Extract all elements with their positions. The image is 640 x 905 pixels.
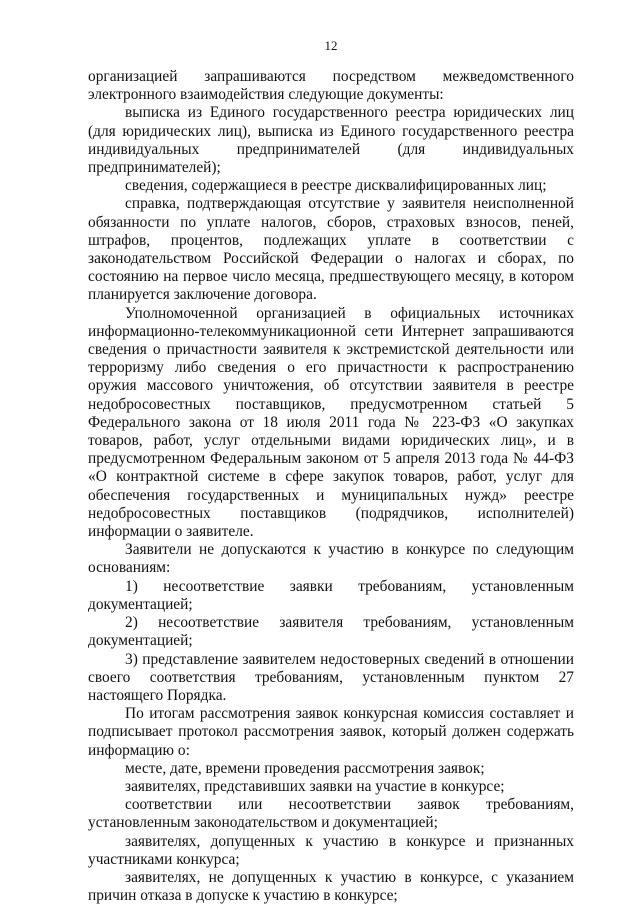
list-item-ground-2: 2) несоответствие заявителя требованиям, установленным документацией; (88, 614, 574, 650)
list-item-ground-1: 1) несоответствие заявки требованиям, установленным документацией; (88, 577, 574, 613)
list-item-protocol-place-date: месте, дате, времени проведения рассмотрения заявок; (125, 759, 485, 777)
paragraph-protocol: По итогам рассмотрения заявок конкурсная комиссия составляет и подписывает протокол рассмотрения заявок, который должен содержать информацию о: (88, 705, 574, 759)
list-item-ground-3: 3) представление заявителем недостоверных сведений в отношении своего соответствия требованиям, установленным пунктом 27 настоящего Порядка. (88, 650, 574, 704)
paragraph-continuation: организацией запрашиваются посредством межведомственного электронного взаимодействия следующие документы: (88, 68, 574, 104)
list-item-protocol-admitted: заявителях, допущенных к участию в конкурсе и признанных участниками конкурса; (88, 832, 574, 868)
list-item-protocol-not-admitted: заявителях, не допущенных к участию в конкурсе, с указанием причин отказа в допуске к участию в конкурсе; (88, 868, 574, 905)
paragraph-internet-sources: Уполномоченной организацией в официальных источниках информационно-телекоммуникационной сети Интернет запрашиваются сведения о причастности заявителя к экстремистской деятельности или терроризму либо сведения о его причастности к распространению оружия массового уничтожения, об отсутствии заявителя в реестре недобросовестных поставщиков, предусмотренном статьей 5 Федерального закона от 18 июля 2011 года № 223-ФЗ «О закупках товаров, работ, услуг отдельными видами юридических лиц», и в предусмотренном Федеральным законом от 5 апреля 2013 года № 44-ФЗ «О контрактной системе в сфере закупок товаров, работ, услуг для обеспечения государственных и муниципальных нужд» реестре недобросовестных поставщиков (подрядчиков, исполнителей) информации о заявителе. (88, 304, 574, 541)
document-body (88, 68, 574, 905)
paragraph-disqualified-registry: сведения, содержащиеся в реестре дисквалифицированных лиц; (125, 177, 547, 195)
paragraph-tax-certificate: справка, подтверждающая отсутствие у заявителя неисполненной обязанности по уплате налогов, сборов, страховых взносов, пеней, штрафов, процентов, подлежащих уплате в соответствии с законодательством Российской Федерации о налогах и сборах, по состоянию на первое число месяца, предшествующего месяцу, в котором планируется заключение договора. (88, 195, 574, 304)
paragraph-egrul-extract: выписка из Единого государственного реестра юридических лиц (для юридических лиц), выписка из Единого государственного реестра индивидуальных предпринимателей (для индивидуальных предпринимателей); (88, 104, 574, 177)
list-item-protocol-applicants: заявителях, представивших заявки на участие в конкурсе; (125, 777, 505, 795)
page-number: 12 (324, 38, 338, 53)
paragraph-rejection-grounds: Заявители не допускаются к участию в конкурсе по следующим основаниям: (88, 541, 574, 577)
list-item-protocol-compliance: соответствии или несоответствии заявок требованиям, установленным законодательством и документацией; (88, 796, 574, 832)
